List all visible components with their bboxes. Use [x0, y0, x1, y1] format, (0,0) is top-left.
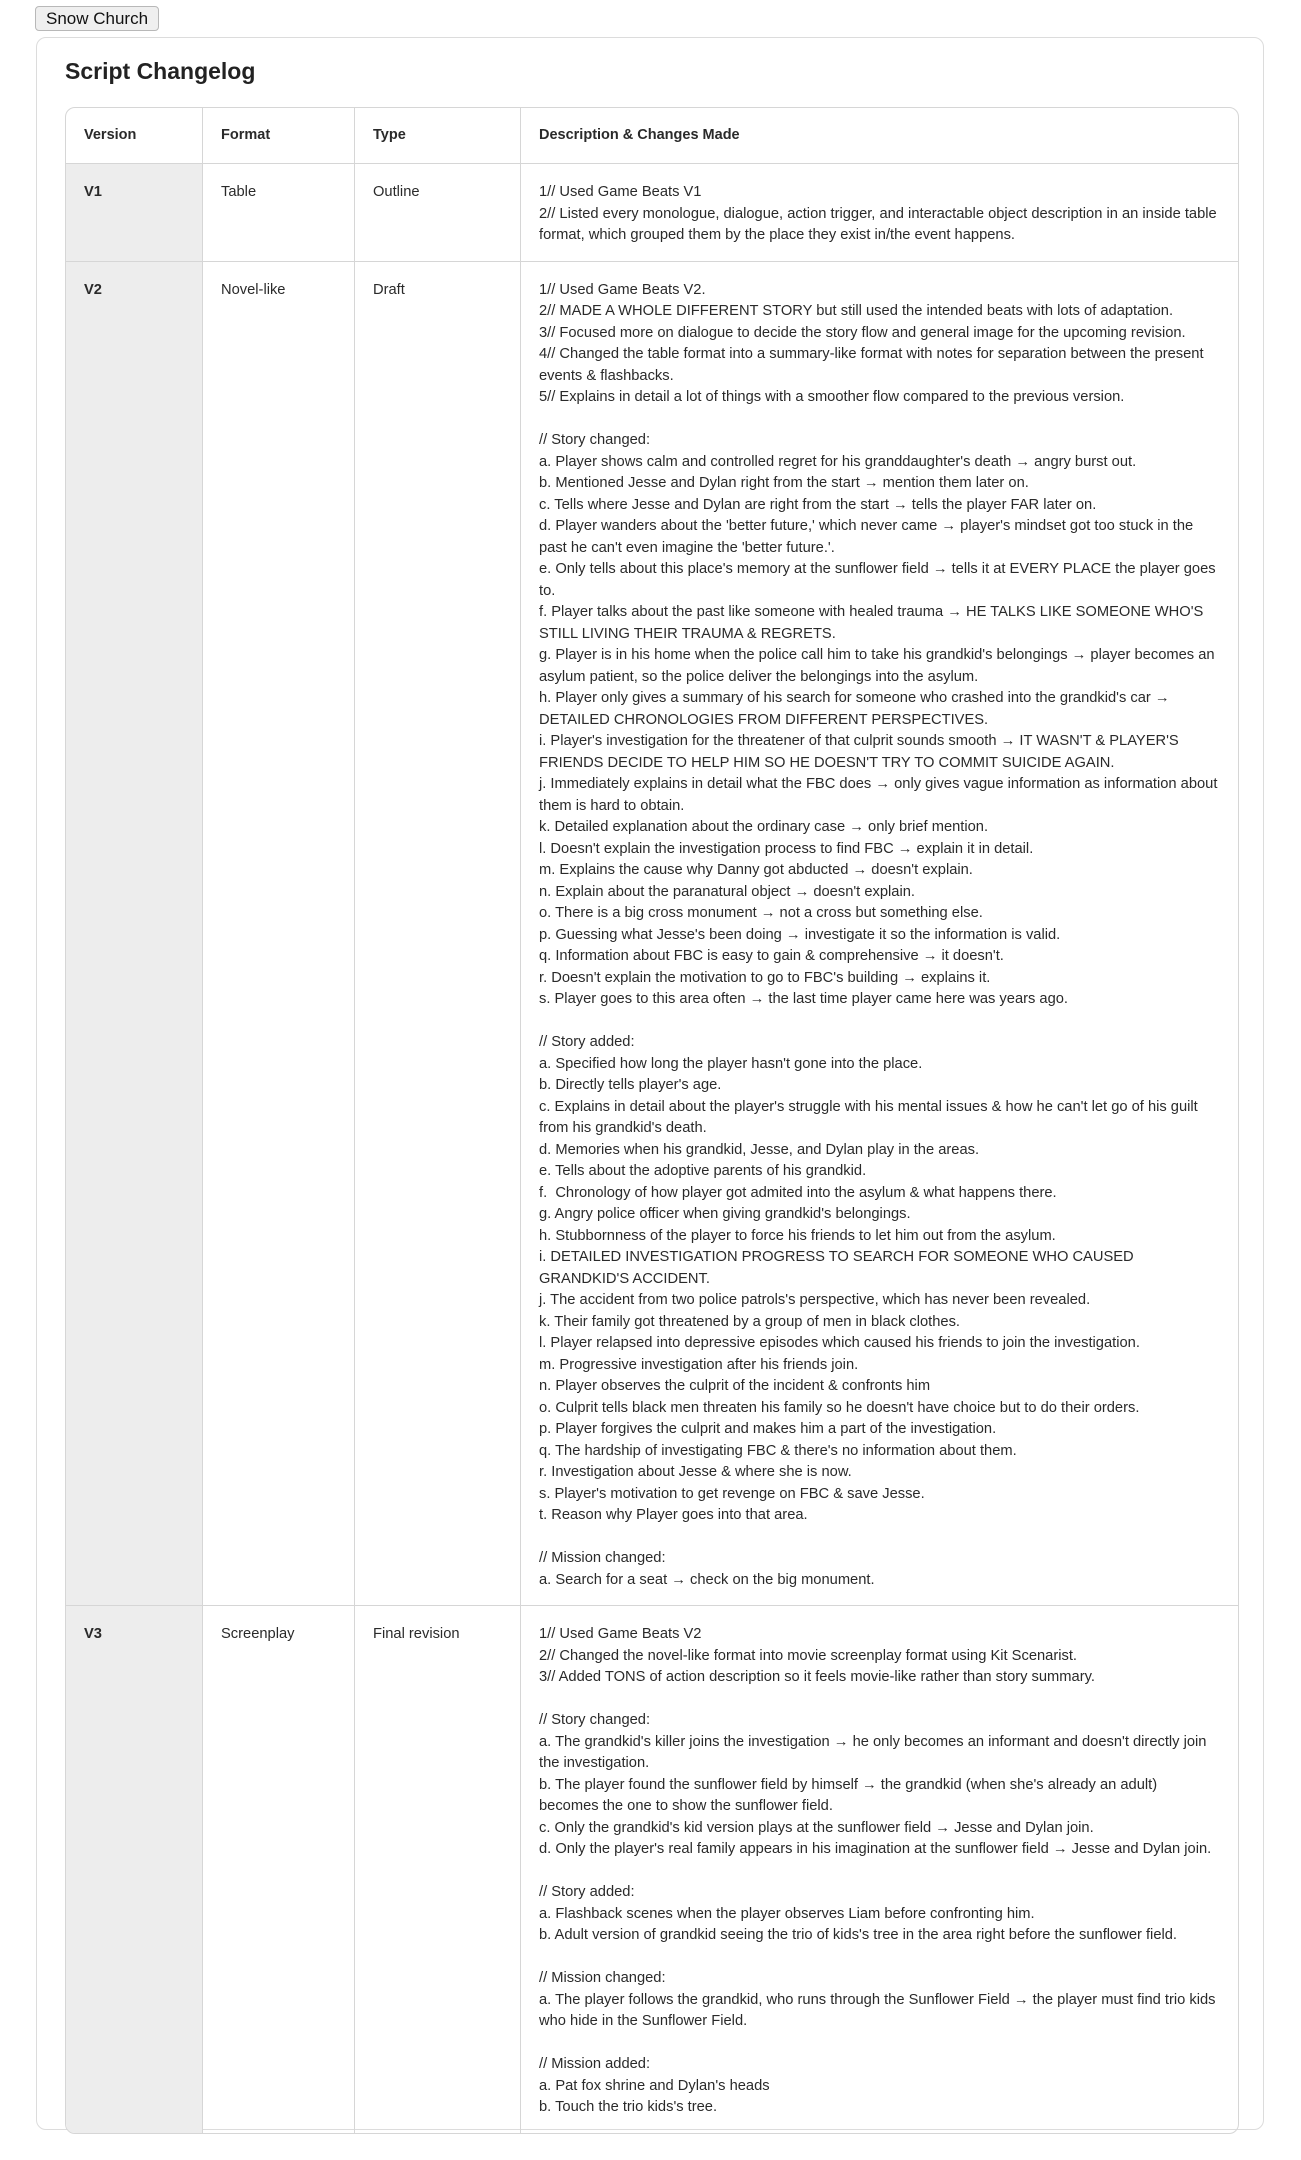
description-line [539, 1527, 1220, 1549]
description-line: m. Progressive investigation after his friends join. [539, 1356, 859, 1373]
description-line: // Mission added: [539, 2056, 651, 2072]
description-line: b. The player found the sunflower field by himself → the grandkid (when she's already an adult) becomes the one to show the sunflower field. [539, 1776, 1162, 1814]
table-row [66, 164, 1238, 262]
description-cell [521, 261, 1239, 1606]
format-cell: Novel-like [203, 261, 355, 1606]
description-line: f. Chronology of how player got admited into the asylum & what happens there. [539, 1184, 1057, 1201]
description-line: d. Player wanders about the 'better future,' which never came → player's mindset got too stuck in the past he can't even imagine the 'better future.'. [539, 518, 1198, 556]
description-line: g. Angry police officer when giving grandkid's belongings. [539, 1206, 911, 1222]
format-cell: Screenplay [203, 1606, 355, 2133]
type-cell: Draft [355, 261, 521, 1606]
description-line: 2// Changed the novel-like format into movie screenplay format using Kit Scenarist. [539, 1647, 1077, 1664]
top-bar [0, 0, 1301, 38]
description-line: c. Explains in detail about the player's struggle with his mental issues & how he can't let go of his guilt from his grandkid's death. [539, 1098, 1202, 1136]
description-line: 4// Changed the table format into a summary-like format with notes for separation between the present events & flashbacks. [539, 346, 1208, 384]
description-line: r. Investigation about Jesse & where she is now. [539, 1464, 852, 1480]
description-line: a. Specified how long the player hasn't gone into the place. [539, 1055, 923, 1072]
description-line: 5// Explains in detail a lot of things with a smoother flow compared to the previous version. [539, 389, 1125, 405]
description-line: b. Adult version of grandkid seeing the trio of kids's tree in the area right before the sunflower field. [539, 1927, 1177, 1943]
description-line: // Story changed: [539, 432, 651, 448]
description-line: // Story added: [539, 1884, 635, 1900]
table-header-row [66, 108, 1238, 164]
description-line: 3// Focused more on dialogue to decide the story flow and general image for the upcoming revision. [539, 324, 1186, 341]
description-line: 3// Added TONS of action description so it feels movie-like rather than story summary. [539, 1669, 1095, 1685]
header-version: Version [66, 108, 203, 164]
description-line: 2// Listed every monologue, dialogue, action trigger, and interactable object description in an inside table format, which grouped them by the place they exist in/the event happens. [539, 205, 1221, 243]
description-line: r. Doesn't explain the motivation to go to FBC's building → explains it. [539, 969, 991, 986]
description-line: 1// Used Game Beats V2 [539, 1626, 702, 1642]
description-line: n. Player observes the culprit of the incident & confronts him [539, 1378, 931, 1394]
description-line: // Mission changed: [539, 1970, 666, 1986]
changelog-table-container [65, 107, 1239, 2134]
description-line: // Story changed: [539, 1712, 651, 1728]
description-line: d. Memories when his grandkid, Jesse, and Dylan play in the areas. [539, 1141, 980, 1158]
header-description: Description & Changes Made [521, 108, 1239, 164]
changelog-table [66, 108, 1238, 2133]
description-line: h. Stubbornness of the player to force his friends to let him out from the asylum. [539, 1227, 1056, 1244]
description-line: e. Only tells about this place's memory at the sunflower field → tells it at EVERY PLACE the player goes to. [539, 561, 1220, 599]
description-line: f. Player talks about the past like someone with healed trauma → HE TALKS LIKE SOMEONE WHO'S STILL LIVING THEIR TRAUMA & REGRETS. [539, 604, 1208, 642]
description-line: a. Player shows calm and controlled regret for his granddaughter's death → angry burst out. [539, 453, 1137, 470]
description-cell [521, 164, 1239, 262]
description-line: 1// Used Game Beats V1 [539, 184, 702, 200]
version-cell: V3 [66, 1606, 203, 2133]
description-line: i. Player's investigation for the threatener of that culprit sounds smooth → IT WASN'T & PLAYER'S FRIENDS DECIDE TO HELP HIM SO HE DOESN'T TRY TO COMMIT SUICIDE AGAIN. [539, 733, 1183, 771]
version-cell: V2 [66, 261, 203, 1606]
description-line: g. Player is in his home when the police call him to take his grandkid's belongings → player becomes an asylum patient, so the police deliver the belongings into the asylum. [539, 647, 1219, 685]
description-line: // Story added: [539, 1034, 635, 1050]
description-line: b. Directly tells player's age. [539, 1077, 722, 1093]
description-line: m. Explains the cause why Danny got abducted → doesn't explain. [539, 862, 973, 878]
description-line: a. Search for a seat → check on the big monument. [539, 1571, 875, 1588]
version-cell: V1 [66, 164, 203, 262]
description-line: j. The accident from two police patrols's perspective, which has never been revealed. [539, 1292, 1091, 1308]
type-cell: Outline [355, 164, 521, 262]
description-line: o. There is a big cross monument → not a cross but something else. [539, 905, 983, 921]
description-line: j. Immediately explains in detail what the FBC does → only gives vague information as information about them is hard to obtain. [539, 776, 1222, 814]
changelog-card [36, 37, 1264, 2130]
description-line: h. Player only gives a summary of his search for someone who crashed into the grandkid's car → DETAILED CHRONOLOGIES FROM DIFFERENT PERSPECTIVES. [539, 690, 1174, 728]
table-row [66, 1606, 1238, 2133]
description-line: p. Guessing what Jesse's been doing → investigate it so the information is valid. [539, 926, 1061, 943]
description-line: a. Pat fox shrine and Dylan's heads [539, 2077, 770, 2094]
description-line: t. Reason why Player goes into that area. [539, 1507, 808, 1523]
snow-church-button[interactable]: Snow Church [35, 6, 159, 31]
description-line: a. The grandkid's killer joins the investigation → he only becomes an informant and doesn't directly join the investigation. [539, 1733, 1211, 1771]
header-type: Type [355, 108, 521, 164]
description-line [539, 1689, 1220, 1711]
description-line: a. Flashback scenes when the player observes Liam before confronting him. [539, 1905, 1035, 1922]
description-line: s. Player goes to this area often → the last time player came here was years ago. [539, 991, 1069, 1007]
description-line [539, 1947, 1220, 1969]
description-line: b. Touch the trio kids's tree. [539, 2099, 718, 2115]
description-line: q. The hardship of investigating FBC & there's no information about them. [539, 1442, 1017, 1459]
description-line [539, 1011, 1220, 1033]
description-line: s. Player's motivation to get revenge on FBC & save Jesse. [539, 1485, 925, 1502]
page-title: Script Changelog [65, 58, 256, 84]
description-line: c. Tells where Jesse and Dylan are right from the start → tells the player FAR later on. [539, 496, 1097, 513]
header-format: Format [203, 108, 355, 164]
description-line [539, 409, 1220, 431]
table-body [66, 164, 1238, 2133]
description-line: b. Mentioned Jesse and Dylan right from the start → mention them later on. [539, 475, 1029, 491]
description-line: q. Information about FBC is easy to gain & comprehensive → it doesn't. [539, 948, 1004, 964]
format-cell: Table [203, 164, 355, 262]
description-line [539, 2033, 1220, 2055]
description-line: 1// Used Game Beats V2. [539, 281, 706, 298]
description-line: n. Explain about the paranatural object → doesn't explain. [539, 883, 915, 900]
description-line: k. Their family got threatened by a group of men in black clothes. [539, 1313, 960, 1330]
description-line: c. Only the grandkid's kid version plays at the sunflower field → Jesse and Dylan join. [539, 1819, 1094, 1836]
description-line: p. Player forgives the culprit and makes him a part of the investigation. [539, 1421, 997, 1437]
description-line: k. Detailed explanation about the ordinary case → only brief mention. [539, 819, 989, 835]
description-line: l. Doesn't explain the investigation process to find FBC → explain it in detail. [539, 840, 1034, 857]
description-line: d. Only the player's real family appears in his imagination at the sunflower field → Jesse and Dylan join. [539, 1841, 1212, 1857]
description-line: // Mission changed: [539, 1550, 666, 1566]
description-line: e. Tells about the adoptive parents of his grandkid. [539, 1163, 867, 1179]
description-line: l. Player relapsed into depressive episodes which caused his friends to join the investigation. [539, 1335, 1140, 1351]
description-line: a. The player follows the grandkid, who runs through the Sunflower Field → the player must find trio kids who hide in the Sunflower Field. [539, 1991, 1220, 2029]
description-line: 2// MADE A WHOLE DIFFERENT STORY but still used the intended beats with lots of adaptation. [539, 303, 1174, 319]
description-line: i. DETAILED INVESTIGATION PROGRESS TO SEARCH FOR SOMEONE WHO CAUSED GRANDKID'S ACCIDENT. [539, 1249, 1138, 1287]
description-line [539, 1861, 1220, 1883]
type-cell: Final revision [355, 1606, 521, 2133]
description-line: o. Culprit tells black men threaten his family so he doesn't have choice but to do their orders. [539, 1399, 1140, 1416]
table-row [66, 261, 1238, 1606]
description-cell [521, 1606, 1239, 2133]
